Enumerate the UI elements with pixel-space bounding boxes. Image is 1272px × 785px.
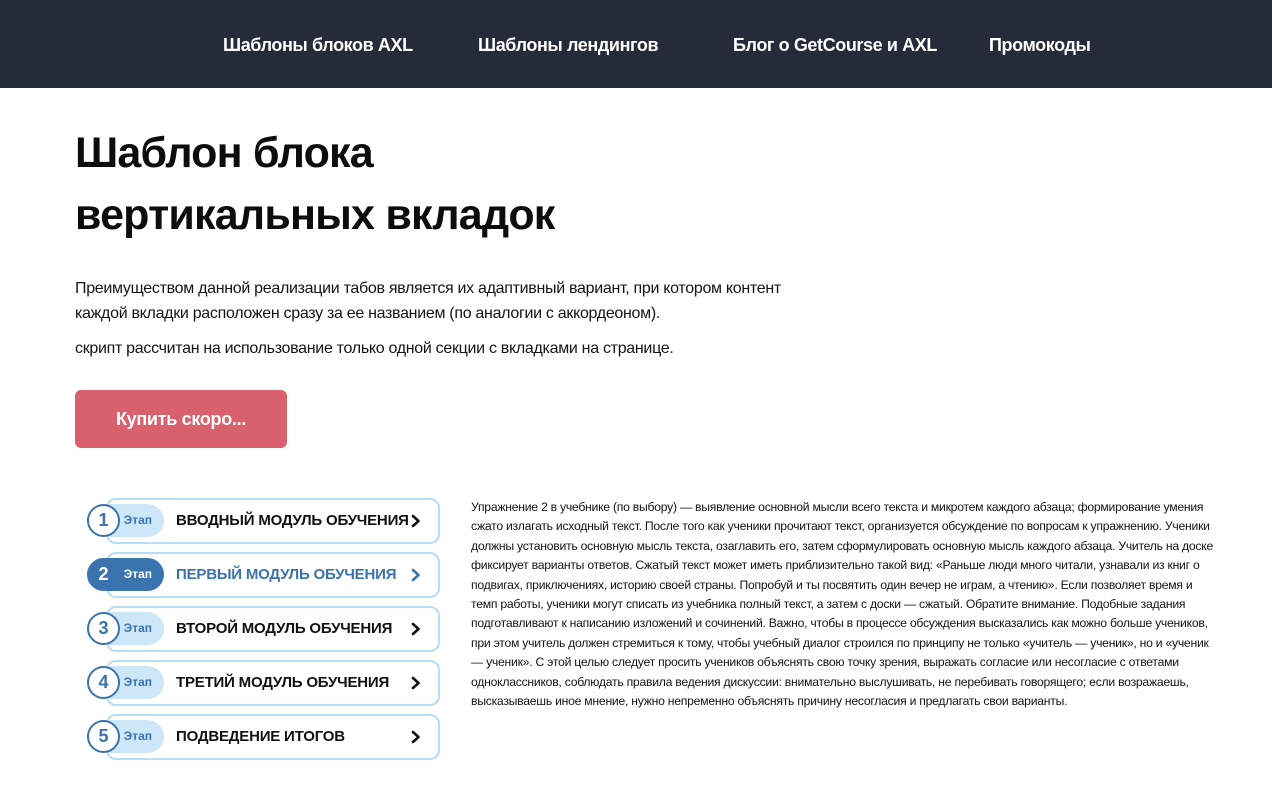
buy-button[interactable]: Купить скоро... — [75, 390, 287, 448]
nav-link-block-templates[interactable]: Шаблоны блоков AXL — [223, 35, 413, 55]
tab-label: ПОДВЕДЕНИЕ ИТОГОВ — [176, 728, 345, 745]
chevron-right-icon — [409, 730, 423, 744]
page-title-line-2: вертикальных вкладок — [75, 191, 555, 239]
tab-number: 5 — [87, 720, 120, 753]
chevron-right-icon — [409, 622, 423, 636]
tab-label: ПЕРВЫЙ МОДУЛЬ ОБУЧЕНИЯ — [176, 566, 397, 583]
tab-number: 4 — [87, 666, 120, 699]
tab-stage-badge: Этап — [106, 558, 164, 591]
chevron-right-icon — [409, 676, 423, 690]
tab-label: ТРЕТИЙ МОДУЛЬ ОБУЧЕНИЯ — [176, 674, 390, 691]
tab-stage-badge: Этап — [106, 666, 164, 699]
chevron-right-icon — [409, 514, 423, 528]
tab-summary[interactable] — [86, 714, 441, 760]
tab-label: ВВОДНЫЙ МОДУЛЬ ОБУЧЕНИЯ — [176, 512, 409, 529]
tab-content-panel: Упражнение 2 в учебнике (по выбору) — выявление основной мысли всего текста и микротем каждого абзаца; формирование умения сжато излагать исходный текст. После того как ученики прочитают текст, организуется обсуждение по вопросам к упражнению. Ученики должны установить основную мысль текста, озаглавить его, затем сформулировать основную мысль каждого абзаца. Учитель на доске фиксирует варианты ответов. Сжатый текст может иметь приблизительно такой вид: «Раньше люди много читали, узнавали из книг о подвигах, приключениях, историю своей страны. Попробуй и ты посвятить один вечер не играм, а чтению». Если позволяет время и темп работы, ученики могут списать из учебника полный текст, а затем с доски — сжатый. Обратите внимание. Подобные задания подготавливают к написанию изложений и сочинений. Важно, чтобы в процессе обсуждения высказались как можно больше учеников, при этом учитель должен стремиться к тому, чтобы учебный диалог строился по принципу не только «учитель — ученик», но и «ученик — ученик». С этой целью следует просить учеников объяснять свою точку зрения, выражать согласие или несогласие с ответами одноклассников, соблюдать правила ведения дискуссии: внимательно выслушивать, не перебивать говорящего; если возражаешь, высказываешь иное мнение, нужно непременно объяснять причину несогласия и предлагать свои варианты. — [471, 500, 1214, 709]
page-description: Преимуществом данной реализации табов является их адаптивный вариант, при котором контент каждой вкладки расположен сразу за ее названием (по аналогии с аккордеоном). — [75, 280, 781, 322]
nav-link-landing-templates[interactable]: Шаблоны лендингов — [478, 35, 659, 55]
tab-stage-badge: Этап — [106, 504, 164, 537]
top-navigation — [0, 0, 1272, 88]
nav-link-blog[interactable]: Блог о GetCourse и AXL — [733, 35, 937, 55]
tab-stage-badge: Этап — [106, 720, 164, 753]
tab-first-module[interactable] — [86, 552, 441, 598]
tab-second-module[interactable] — [86, 606, 441, 652]
tab-number: 3 — [87, 612, 120, 645]
page-note: скрипт рассчитан на использование только одной секции с вкладками на странице. — [75, 340, 674, 357]
tab-number: 1 — [87, 504, 120, 537]
tab-third-module[interactable] — [86, 660, 441, 706]
tab-intro-module[interactable] — [86, 498, 441, 544]
nav-link-promocodes[interactable]: Промокоды — [989, 35, 1091, 55]
chevron-right-icon — [409, 568, 423, 582]
tab-label: ВТОРОЙ МОДУЛЬ ОБУЧЕНИЯ — [176, 620, 393, 637]
page-title — [75, 122, 775, 246]
tab-stage-badge: Этап — [106, 612, 164, 645]
tab-number: 2 — [87, 558, 120, 591]
page-title-line-1: Шаблон блока — [75, 129, 373, 177]
